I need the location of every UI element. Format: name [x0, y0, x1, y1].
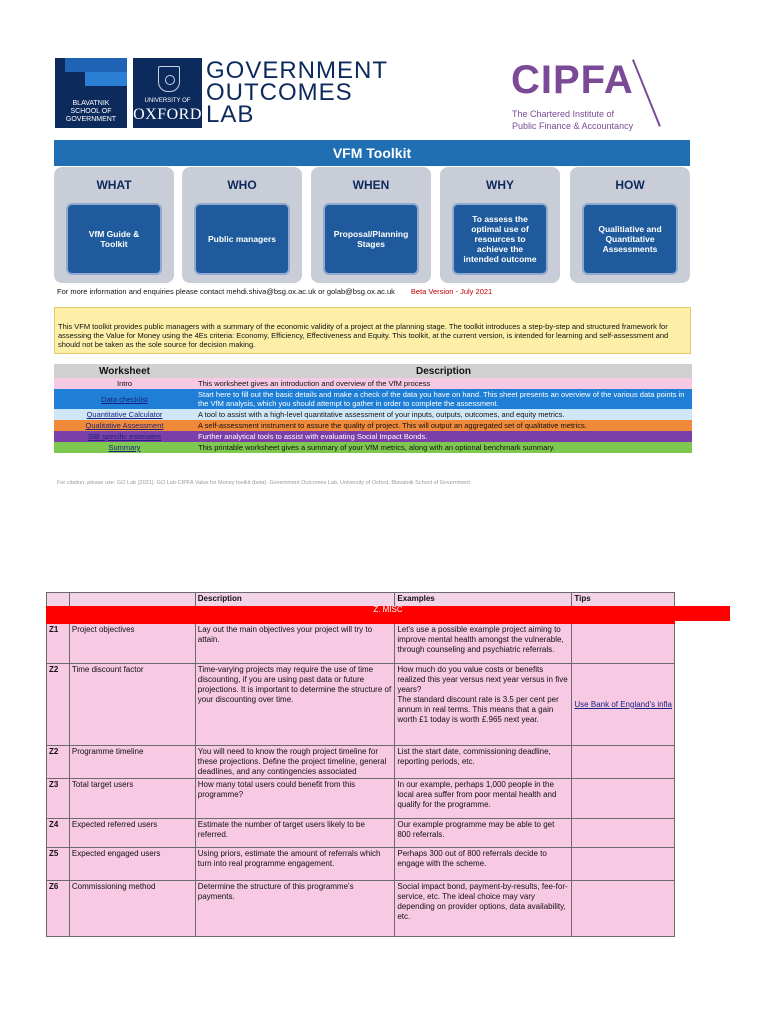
worksheet-name-cell [54, 431, 195, 442]
cipfa-subtitle: The Chartered Institute of Public Finance & Accountancy [512, 109, 634, 131]
toolkit-card-what [54, 167, 174, 283]
golab-line-2: OUTCOMES [206, 79, 353, 106]
row-description-cell: Time-varying projects may require the use of time discounting, if you are using past data or future projections. It is important to determine the structure of your discounting over time. [195, 664, 395, 746]
row-tips-cell [572, 848, 675, 881]
golab-logo [206, 57, 389, 128]
worksheet-row [54, 442, 692, 453]
toolkit-card-body: Qualitiative and Quantitative Assessments [582, 203, 678, 275]
worksheet-table [54, 364, 692, 453]
toolkit-card-heading: WHO [227, 178, 257, 192]
golab-line-1: GOVERNMENT [206, 57, 389, 84]
row-id-cell: Z2 [47, 664, 70, 746]
row-id-cell: Z6 [47, 881, 70, 937]
worksheet-name-cell [54, 389, 195, 409]
row-name-cell: Programme timeline [69, 746, 195, 779]
misc-row [47, 624, 675, 664]
row-description-cell: Determine the structure of this programme's payments. [195, 881, 395, 937]
worksheet-row [54, 378, 692, 389]
worksheet-description: Start here to fill out the basic details and make a check of the data you have on hand. This sheet presents an overview of the various data points in the VfM analysis, which you should attempt to gather in order to complete the assessment. [198, 390, 685, 408]
beta-version: Beta Version - July 2021 [410, 287, 493, 296]
toolkit-card-heading: WHAT [96, 178, 132, 192]
toolkit-title: VFM Toolkit [54, 140, 690, 166]
row-tips-cell [572, 881, 675, 937]
oxford-logo-small: UNIVERSITY OF [144, 98, 191, 104]
row-examples-cell: Perhaps 300 out of 800 referrals decide to engage with the scheme. [395, 848, 572, 881]
worksheet-header-row [54, 364, 692, 378]
row-examples-cell: Our example programme may be able to get 800 referrals. [395, 819, 572, 848]
worksheet-name-cell [54, 442, 195, 453]
row-description-cell: Estimate the number of target users likely to be referred. [195, 819, 395, 848]
misc-row [47, 848, 675, 881]
row-name-cell: Expected referred users [69, 819, 195, 848]
misc-table [46, 592, 675, 937]
row-examples-cell: In our example, perhaps 1,000 people in the local area suffer from poor mental health and qualify for the programme. [395, 779, 572, 819]
worksheet-col-header: Worksheet [54, 364, 195, 378]
row-name-cell: Expected engaged users [69, 848, 195, 881]
toolkit-card-body: To assess the optimal use of resources to achieve the intended outcome [452, 203, 548, 275]
row-description-cell: Using priors, estimate the amount of referrals which turn into real programme engagement. [195, 848, 395, 881]
blavatnik-logo-text: BLAVATNIK SCHOOL OF GOVERNMENT [65, 100, 117, 123]
toolkit-card-heading: WHEN [352, 178, 390, 192]
tip-link[interactable]: Use Bank of England's infla [574, 699, 672, 709]
intro-box: This VFM toolkit provides public managers with a summary of the economic validity of a project at the planning stage. The toolkit introduces a step-by-step and structured framework for assessing the Value for Money using the 4Es criteria: Economy, Efficiency, Effectiveness and Equity. This toolkit, at the current version, is intended for learning and self-assessment and should not be taken as the sole source for decision making. [54, 307, 691, 354]
misc-row [47, 664, 675, 746]
worksheet-link[interactable]: Qualitative Assessment [85, 421, 164, 430]
worksheet-name-cell: Intro [116, 379, 132, 388]
worksheet-row [54, 389, 692, 409]
contact-text: For more information and enquiries please contact mehdi.shiva@bsg.ox.ac.uk or golab@bsg.ox.ac.uk [57, 287, 395, 296]
row-tips-cell [572, 746, 675, 779]
cipfa-slash-icon [632, 59, 661, 127]
misc-row [47, 819, 675, 848]
toolkit-card-body: Proposal/Planning Stages [323, 203, 419, 275]
worksheet-row [54, 420, 692, 431]
blavatnik-logo [55, 58, 127, 128]
worksheet-name-cell [54, 420, 195, 431]
misc-row [47, 881, 675, 937]
worksheet-link[interactable]: Data checklist [101, 394, 148, 404]
worksheet-description: A self-assessment instrument to assure the quality of project. This will output an aggregated set of qualitative metrics. [198, 421, 587, 430]
worksheet-description: A tool to assist with a high-level quantitative assessment of your inputs, outputs, outcomes, and equity metrics. [198, 410, 565, 419]
row-examples-cell: List the start date, commissioning deadline, reporting periods, etc. [395, 746, 572, 779]
row-description-cell: Lay out the main objectives your project will try to attain. [195, 624, 395, 664]
oxford-logo-big: OXFORD [133, 106, 202, 123]
worksheet-link[interactable]: SIB specific estimates [87, 432, 162, 441]
row-id-cell: Z5 [47, 848, 70, 881]
citation: For citation, please use: GO Lab (2021). GO Lab-CIPFA Value for Money toolkit (beta). Government Outcomes Lab, University of Oxford, Blavatnik School of Government. [57, 480, 472, 486]
row-name-cell: Project objectives [69, 624, 195, 664]
row-name-cell: Time discount factor [69, 664, 195, 746]
worksheet-row [54, 431, 692, 442]
row-tips-cell [572, 819, 675, 848]
toolkit-card-why [440, 167, 560, 283]
toolkit-card-heading: HOW [615, 178, 645, 192]
toolkit-card-heading: WHY [486, 178, 514, 192]
cipfa-logo: CIPFA [511, 58, 634, 102]
row-description-cell: You will need to know the rough project timeline for these projections. Define the project timeline, general deadlines, and any contingencies associated [195, 746, 395, 779]
row-description-cell: How many total users could benefit from this programme? [195, 779, 395, 819]
worksheet-description: This worksheet gives an introduction and overview of the VfM process [198, 379, 431, 388]
row-tips-cell [572, 624, 675, 664]
row-id-cell: Z1 [47, 624, 70, 664]
row-name-cell: Commissioning method [69, 881, 195, 937]
toolkit-card-how [570, 167, 690, 283]
contact-info [57, 287, 492, 296]
worksheet-name-cell [54, 409, 195, 420]
misc-row [47, 746, 675, 779]
row-id-cell: Z4 [47, 819, 70, 848]
misc-row [47, 779, 675, 819]
toolkit-card-when [311, 167, 431, 283]
row-id-cell: Z3 [47, 779, 70, 819]
header-cell-examples: Examples [395, 593, 572, 608]
toolkit-card-who [182, 167, 302, 283]
section-bar: Z. MISC [46, 606, 730, 621]
row-examples-cell: How much do you value costs or benefits realized this year versus next year versus in five years? The standard discount rate is 3.5 per cent per annum in real terms. This means that a gain worth £1 today is worth £.965 next year. [395, 664, 572, 746]
worksheet-link[interactable]: Summary [108, 443, 141, 452]
row-tips-cell [572, 779, 675, 819]
description-col-header: Description [195, 364, 692, 378]
golab-line-3: LAB [206, 101, 255, 128]
row-tips-cell [572, 664, 675, 746]
row-id-cell: Z2 [47, 746, 70, 779]
worksheet-description: This printable worksheet gives a summary of your VfM metrics, along with an optional benchmark summary. [198, 443, 556, 452]
worksheet-link[interactable]: Quantitative Calculator [86, 410, 163, 419]
toolkit-card-body: Public managers [194, 203, 290, 275]
toolkit-card-body: VfM Guide & Toolkit [66, 203, 162, 275]
header-cell-description: Description [195, 593, 395, 608]
worksheet-row [54, 409, 692, 420]
worksheet-description: Further analytical tools to assist with evaluating Social Impact Bonds. [198, 432, 428, 441]
row-examples-cell: Let's use a possible example project aiming to improve mental health amongst the vulnerable, through counseling and psychiatric referrals. [395, 624, 572, 664]
oxford-crest-icon [158, 66, 180, 92]
row-examples-cell: Social impact bond, payment-by-results, fee-for-service, etc. The ideal choice may vary depending on provider options, data availability, etc. [395, 881, 572, 937]
row-name-cell: Total target users [69, 779, 195, 819]
header-cell-tips: Tips [572, 593, 675, 608]
oxford-logo [133, 58, 202, 128]
